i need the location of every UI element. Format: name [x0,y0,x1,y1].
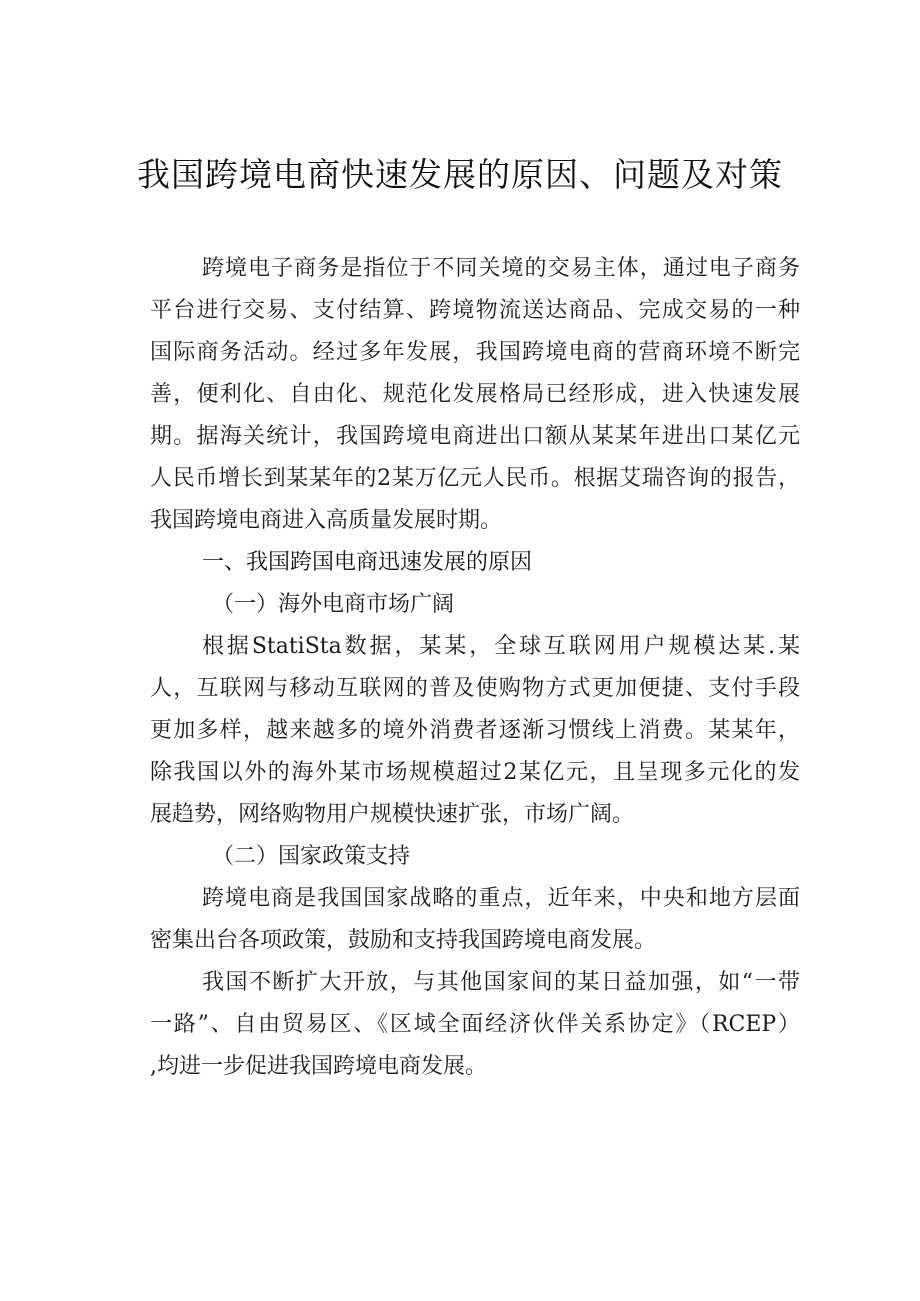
paragraph-line: 人民币增长到某某年的2某万亿元人民币。根据艾瑞咨询的报告， [150,466,800,491]
paragraph-line: 密集出台各项政策，鼓励和支持我国跨境电商发展。 [150,928,657,953]
intro-paragraph [150,248,800,542]
paragraph-line: 一路”、自由贸易区、《区域全面经济伙伴关系协定》（RCEP） [150,1012,800,1037]
paragraph-line: 国际商务活动。经过多年发展，我国跨境电商的营商环境不断完 [150,340,800,365]
document-body [150,248,800,1088]
policy-paragraph [150,878,800,962]
document-title: 我国跨境电商快速发展的原因、问题及对策 [137,155,783,194]
paragraph-line: 我国跨境电商进入高质量发展时期。 [150,508,503,533]
paragraph-line: 善，便利化、自由化、规范化发展格局已经形成，进入快速发展 [150,382,800,407]
paragraph-line: ,均进一步促进我国跨境电商发展。 [150,1054,487,1079]
subsection-heading: （一）海外电商市场广阔 [212,592,455,617]
paragraph-line: 我国不断扩大开放，与其他国家间的某日益加强，如“一带 [202,970,800,995]
paragraph-line: 人，互联网与移动互联网的普及使购物方式更加便捷、支付手段 [150,676,800,701]
paragraph-line: 跨境电商是我国国家战略的重点，近年来，中央和地方层面 [202,886,800,911]
paragraph-line: 除我国以外的海外某市场规模超过2某亿元，且呈现多元化的发 [150,760,800,785]
subsection-heading: （二）国家政策支持 [212,844,411,869]
paragraph-line: 更加多样，越来越多的境外消费者逐渐习惯线上消费。某某年， [150,718,800,743]
paragraph-line: 根据StatiSta数据，某某，全球互联网用户规模达某.某 [202,634,800,659]
paragraph-line: 期。据海关统计，我国跨境电商进出口额从某某年进出口某亿元 [150,424,800,449]
paragraph-line: 平台进行交易、支付结算、跨境物流送达商品、完成交易的一种 [150,298,800,323]
openness-paragraph [150,962,800,1088]
market-paragraph [150,626,800,836]
paragraph-line: 跨境电子商务是指位于不同关境的交易主体，通过电子商务 [202,256,800,281]
section-heading: 一、我国跨国电商迅速发展的原因 [202,550,533,575]
paragraph-line: 展趋势，网络购物用户规模快速扩张，市场广阔。 [150,802,635,827]
